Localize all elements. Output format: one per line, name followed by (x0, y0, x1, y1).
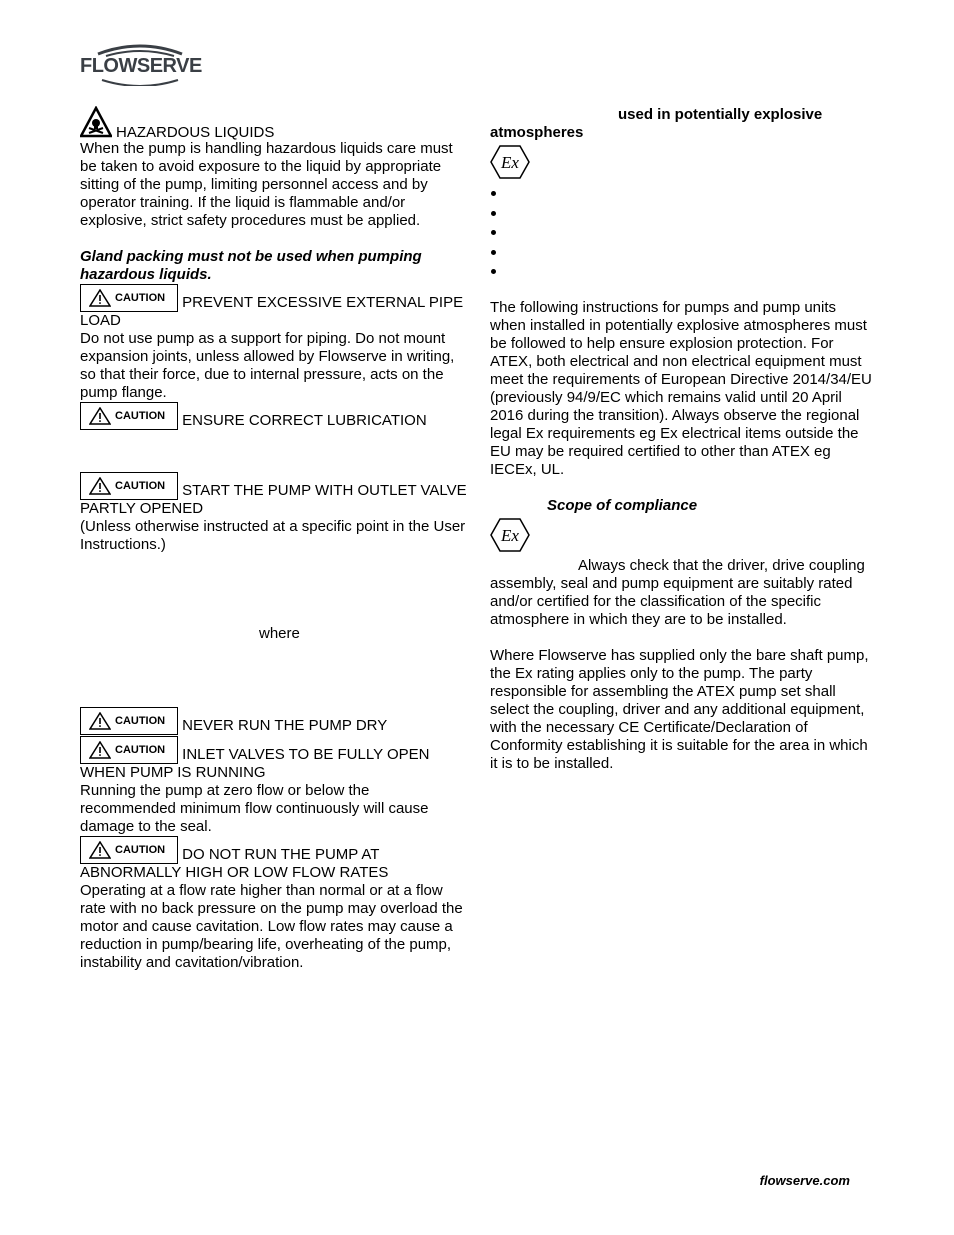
inlet-valves-section (80, 736, 468, 782)
footer-site: flowserve.com (759, 1173, 850, 1188)
start-pump-section (80, 472, 468, 518)
list-item (490, 243, 872, 263)
inlet-valves-title: INLET VALVES TO BE FULLY OPEN WHEN PUMP IS RUNNING (80, 746, 430, 781)
warning-triangle-icon (89, 289, 111, 307)
lubrication-title: ENSURE CORRECT LUBRICATION (182, 412, 427, 429)
left-column (80, 106, 468, 972)
caution-badge: CAUTION (80, 472, 178, 500)
ex-symbol-icon (490, 144, 530, 180)
warning-triangle-icon (89, 841, 111, 859)
hazardous-heading (80, 106, 468, 140)
caution-badge: CAUTION (80, 836, 178, 864)
flow-rates-body: Operating at a flow rate higher than normal or at a flow rate with no back pressure on the pump may overload the motor and cause cavitation. Low flow rates may cause a reduction in pump/bearing life, overheating of the pump, instability and cavitation/vibration. (80, 882, 463, 971)
flow-rates-title: DO NOT RUN THE PUMP AT ABNORMALLY HIGH OR LOW FLOW RATES (80, 846, 389, 881)
warning-triangle-icon (89, 407, 111, 425)
list-item (490, 204, 872, 224)
list-item (490, 184, 872, 204)
explosive-heading-line1: used in potentially explosive (618, 106, 823, 123)
gland-warning: Gland packing must not be used when pumping hazardous liquids. (80, 248, 422, 283)
scope-title: Scope of compliance (547, 496, 698, 514)
right-column (490, 106, 872, 773)
hazardous-title: HAZARDOUS LIQUIDS (116, 124, 275, 141)
svg-text:Ex: Ex (501, 153, 519, 172)
caution-badge: CAUTION (80, 707, 178, 735)
hazardous-body: When the pump is handling hazardous liquids care must be taken to avoid exposure to the liquid by appropriate sitting of the pump, limiting personnel access and by operator training. If the liquid is flammable and/or explosive, strict safety procedures must be applied. (80, 140, 453, 229)
caution-badge: CAUTION (80, 284, 178, 312)
start-pump-title: START THE PUMP WITH OUTLET VALVE PARTLY OPENED (80, 482, 467, 517)
lubrication-section (80, 402, 468, 430)
pipe-load-section (80, 284, 468, 330)
svg-text:Ex: Ex (501, 525, 519, 545)
caution-badge: CAUTION (80, 402, 178, 430)
logo-text: FLOWSERVE (80, 55, 202, 77)
toxic-warning-icon (80, 106, 112, 138)
list-item (490, 223, 872, 243)
pipe-load-title: PREVENT EXCESSIVE EXTERNAL PIPE LOAD (80, 294, 464, 329)
explosive-heading-line2: atmospheres (490, 124, 584, 141)
run-dry-section (80, 707, 468, 735)
caution-badge: CAUTION (80, 736, 178, 764)
inlet-valves-body: Running the pump at zero flow or below the recommended minimum flow continuously will cause damage to the seal. (80, 782, 429, 835)
list-item (490, 262, 872, 282)
warning-triangle-icon (89, 712, 111, 730)
start-pump-body: (Unless otherwise instructed at a specific point in the User Instructions.) (80, 518, 466, 553)
warning-triangle-icon (89, 741, 111, 759)
scope-body: Always check that the driver, drive coupling assembly, seal and pump equipment are suitably rated and/or certified for the classification of the specific atmosphere in which they are to be installed. (490, 556, 865, 628)
warning-triangle-icon (89, 477, 111, 495)
bare-shaft-body: Where Flowserve has supplied only the bare shaft pump, the Ex rating applies only to the pump. The party responsible for assembling the ATEX pump set shall select the coupling, driver and any additional equipment, with the necessary CE Certificate/Declaration of Conformity establishing it is suitable for the area in which it is to be installed. (490, 646, 869, 772)
flow-rates-section (80, 836, 468, 882)
ex-symbol-icon (490, 517, 530, 553)
pipe-load-body: Do not use pump as a support for piping. Do not mount expansion joints, unless allowed by Flowserve in writing, so that their force, due to internal pressure, acts on the pump flange. (80, 330, 455, 401)
run-dry-title: NEVER RUN THE PUMP DRY (182, 717, 388, 734)
atex-instructions: The following instructions for pumps and pump units when installed in potentially explosive atmospheres must be followed to help ensure explosion protection. For ATEX, both electrical and non electrical equipment must meet the requirements of European Directive 2014/34/EU (previously 94/9/EC which remains valid until 20 April 2016 during the transition). Always observe the regional legal Ex requirements eg Ex electrical items outside the EU may be required certified to other than ATEX eg IECEx, UL. (490, 298, 872, 478)
where-text: where (259, 625, 300, 642)
explosive-bullet-list (490, 184, 872, 282)
